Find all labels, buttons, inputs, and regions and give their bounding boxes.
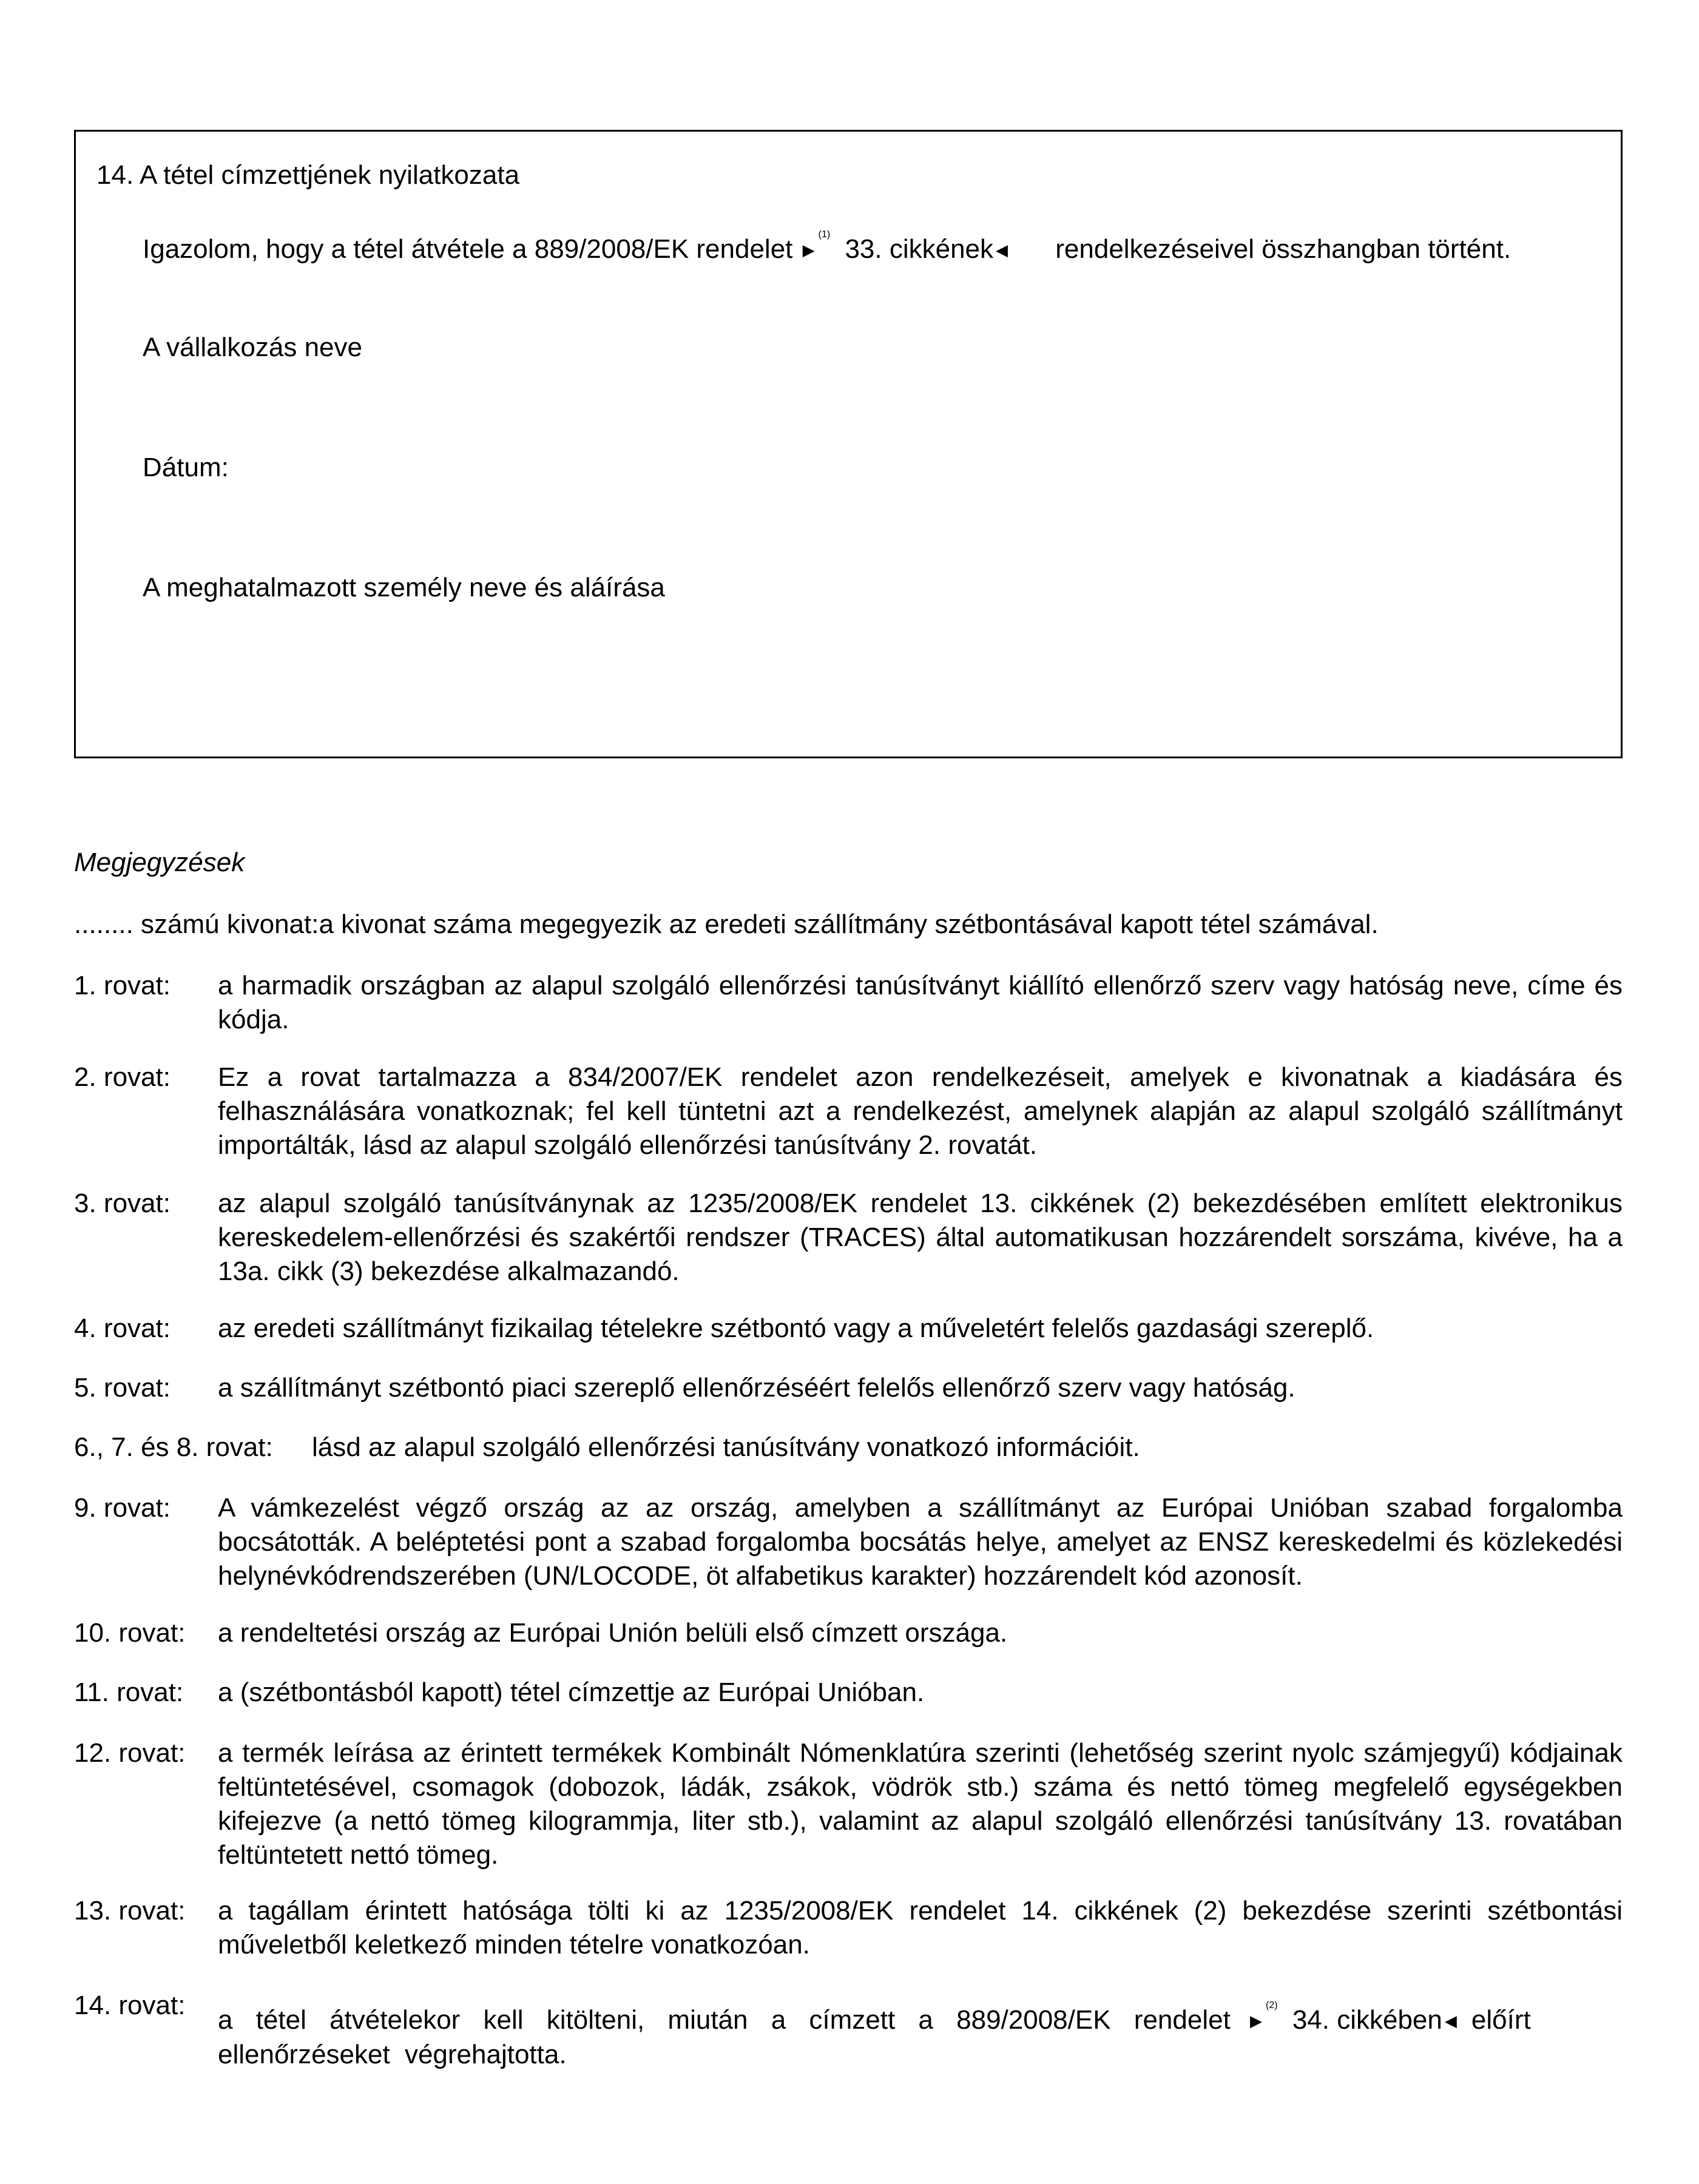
note-text: a (szétbontásból kapott) tétel címzettje az Európai Unióban. — [218, 1677, 925, 1707]
note-text-2: 34. cikkében — [1292, 2005, 1442, 2035]
note-item — [74, 1187, 1623, 1289]
signatory-label: A meghatalmazott személy neve és aláírása — [143, 573, 665, 602]
amendment-start-marker-icon: ▶ — [802, 241, 815, 259]
note-label: 1. rovat: — [74, 971, 171, 1000]
note-text: A vámkezelést végző ország az az ország, amelyben a szállítmányt az Európai Unióban szabad forgalomba bocsátották. A beléptetési pont a szabad forgalomba bocsátás helye, amelyet az ENSZ kereskedelmi és közlekedési helynévkódrendszerében (UN/LOCODE, öt alfabetikus karakter) hozzárendelt kód azonosít. — [218, 1493, 1623, 1591]
date-label: Dátum: — [143, 453, 229, 482]
note-item — [74, 1894, 1623, 1962]
notes-title: Megjegyzések — [74, 848, 245, 877]
note-text: a tagállam érintett hatósága tölti ki az 1235/2008/EK rendelet 14. cikkének (2) bekezdése szerinti szétbontási műveletből keletkező minden tételre vonatkozóan. — [218, 1896, 1623, 1960]
statement-text-2: 33. cikkének — [845, 234, 994, 264]
declaration-statement — [143, 218, 1599, 267]
amendment-end-marker-icon: ◀ — [1444, 2012, 1457, 2030]
note-label: 12. rovat: — [74, 1738, 186, 1768]
note-item — [74, 969, 1623, 1037]
amendment-end-marker-icon: ◀ — [996, 241, 1008, 259]
recipient-declaration-box — [74, 130, 1623, 758]
note-text: az alapul szolgáló tanúsítványnak az 1235/2008/EK rendelet 13. cikkének (2) bekezdésében említett elektronikus kereskedelem-ellenőrzési és szakértői rendszer (TRACES) által automatikusan hozzárendelt sorszáma, kivéve, ha a 13a. cikk (3) bekezdése alkalmazandó. — [218, 1188, 1623, 1286]
note-text: a kivonat száma megegyezik az eredeti szállítmány szétbontásával kapott tétel számával. — [319, 909, 1379, 939]
note-text-3: előírt ellenőrzéseket végrehajtotta. — [218, 2005, 1531, 2069]
amendment-start-marker-icon: ▶ — [1250, 2012, 1263, 2030]
note-item — [74, 1616, 1623, 1650]
note-label: 6., 7. és 8. rovat: — [74, 1432, 273, 1462]
note-text: a harmadik országban az alapul szolgáló ellenőrzési tanúsítványt kiállító ellenőrző szerv vagy hatóság neve, címe és kódja. — [218, 971, 1623, 1034]
declaration-title: 14. A tétel címzettjének nyilatkozata — [96, 160, 520, 190]
note-label: 13. rovat: — [74, 1896, 186, 1926]
note-text: az eredeti szállítmányt fizikailag tételekre szétbontó vagy a műveletért felelős gazdasági szereplő. — [218, 1313, 1374, 1343]
note-label: 3. rovat: — [74, 1188, 171, 1218]
note-label: 11. rovat: — [74, 1677, 184, 1707]
note-text-1: a tétel átvételekor kell kitölteni, miután a címzett a 889/2008/EK rendelet — [218, 2005, 1231, 2035]
note-item — [74, 1676, 1623, 1710]
note-item — [74, 1989, 1623, 2072]
note-item — [74, 1491, 1623, 1593]
statement-text-3: rendelkezéseivel összhangban történt. — [1055, 234, 1512, 264]
note-item — [74, 1371, 1623, 1405]
note-label: 5. rovat: — [74, 1373, 171, 1403]
note-label: 9. rovat: — [74, 1493, 171, 1523]
note-label: 4. rovat: — [74, 1313, 171, 1343]
note-label: 14. rovat: — [74, 1990, 186, 2020]
note-label: 2. rovat: — [74, 1062, 171, 1092]
note-text: a termék leírása az érintett termékek Kombinált Nómenklatúra szerinti (lehetőség szerint nyolc számjegyű) kódjainak feltüntetésével, csomagok (dobozok, ládák, zsákok, vödrök stb.) száma és nettó tömeg megfelelő egységekben kifejezve (a nettó tömeg kilogrammja, liter stb.), valamint az alapul szolgáló ellenőrzési tanúsítvány 13. rovatában feltüntetett nettó tömeg. — [218, 1738, 1623, 1870]
note-text: Ez a rovat tartalmazza a 834/2007/EK rendelet azon rendelkezéseit, amelyek e kivonatnak a kiadására és felhasználására vonatkoznak; fel kell tüntetni azt a rendelkezést, amelynek alapján az alapul szolgáló szállítmányt importálták, lásd az alapul szolgáló ellenőrzési tanúsítvány 2. rovatát. — [218, 1062, 1623, 1160]
footnote-ref: (1) — [818, 229, 831, 240]
note-text — [218, 1989, 1623, 2072]
note-text: a szállítmányt szétbontó piaci szereplő ellenőrzéséért felelős ellenőrző szerv vagy hatóság. — [218, 1373, 1295, 1403]
note-text: a rendeltetési ország az Európai Unión belüli első címzett országa. — [218, 1618, 1008, 1648]
note-item — [74, 1060, 1623, 1162]
note-item — [74, 1431, 1623, 1464]
note-label: 10. rovat: — [74, 1618, 186, 1648]
note-item — [74, 1312, 1623, 1346]
note-item — [74, 908, 1623, 942]
note-text: lásd az alapul szolgáló ellenőrzési tanúsítvány vonatkozó információit. — [312, 1432, 1140, 1462]
company-name-label: A vállalkozás neve — [143, 332, 362, 362]
note-item — [74, 1736, 1623, 1872]
footnote-ref: (2) — [1266, 2000, 1278, 2010]
note-label: ........ számú kivonat: — [74, 909, 319, 939]
statement-text-1: Igazolom, hogy a tétel átvétele a 889/2008/EK rendelet — [143, 234, 793, 264]
